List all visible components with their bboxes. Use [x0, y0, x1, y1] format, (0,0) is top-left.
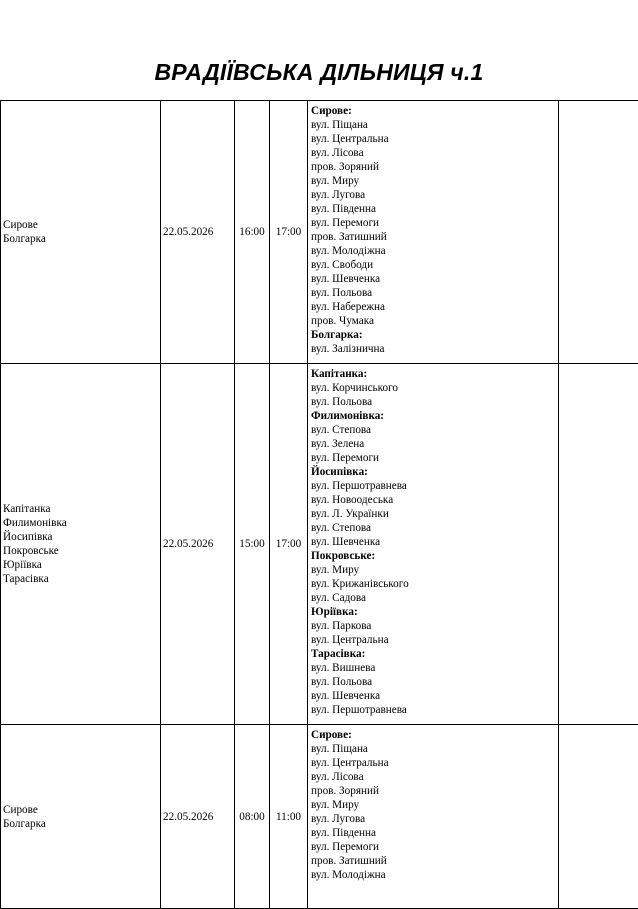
settlements-cell	[1, 101, 161, 364]
settlement-heading: Покровське:	[311, 549, 556, 563]
start-time-cell: 08:00	[235, 725, 270, 909]
settlement-name: Покровське	[3, 544, 158, 558]
street-name: вул. Перемоги	[311, 216, 556, 230]
date-cell: 22.05.2026	[161, 725, 235, 909]
street-name: вул. Лугова	[311, 812, 556, 826]
street-name: вул. Молодіжна	[311, 868, 556, 882]
street-name: пров. Затишний	[311, 230, 556, 244]
street-name: вул. Миру	[311, 798, 556, 812]
street-name: вул. Перемоги	[311, 840, 556, 854]
page-title: ВРАДІЇВСЬКА ДІЛЬНИЦЯ ч.1	[0, 56, 638, 88]
street-name: пров. Зоряний	[311, 160, 556, 174]
end-time-cell: 17:00	[270, 364, 308, 725]
street-name: вул. Молодіжна	[311, 244, 556, 258]
settlement-heading: Капітанка:	[311, 367, 556, 381]
street-name: вул. Першотравнева	[311, 703, 556, 717]
settlement-name: Филимонівка	[3, 516, 158, 530]
settlement-heading: Тарасівка:	[311, 647, 556, 661]
street-name: вул. Миру	[311, 174, 556, 188]
settlement-heading: Филимонівка:	[311, 409, 556, 423]
settlement-name: Юріївка	[3, 558, 158, 572]
settlement-heading: Сирове:	[311, 104, 556, 118]
street-name: вул. Шевченка	[311, 535, 556, 549]
street-name: пров. Зоряний	[311, 784, 556, 798]
street-name: пров. Чумака	[311, 314, 556, 328]
street-name: вул. Піщана	[311, 742, 556, 756]
end-time-cell: 17:00	[270, 101, 308, 364]
street-name: вул. Лісова	[311, 770, 556, 784]
street-name: вул. Залізнична	[311, 342, 556, 356]
end-time-cell: 11:00	[270, 725, 308, 909]
street-name: вул. Шевченка	[311, 689, 556, 703]
settlement-name: Тарасівка	[3, 572, 158, 586]
street-name: вул. Перемоги	[311, 451, 556, 465]
street-name: вул. Миру	[311, 563, 556, 577]
settlement-name: Болгарка	[3, 232, 158, 246]
streets-cell	[308, 364, 559, 725]
settlement-name: Сирове	[3, 218, 158, 232]
street-name: вул. Шевченка	[311, 272, 556, 286]
settlement-heading: Сирове:	[311, 728, 556, 742]
empty-cell	[559, 364, 638, 725]
street-name: вул. Південна	[311, 826, 556, 840]
street-name: вул. Центральна	[311, 633, 556, 647]
street-name: вул. Степова	[311, 423, 556, 437]
street-name: вул. Польова	[311, 286, 556, 300]
settlement-heading: Юріївка:	[311, 605, 556, 619]
street-name: вул. Лісова	[311, 146, 556, 160]
street-name: вул. Польова	[311, 395, 556, 409]
street-name: вул. Корчинського	[311, 381, 556, 395]
start-time-cell: 16:00	[235, 101, 270, 364]
street-name: вул. Паркова	[311, 619, 556, 633]
street-name: вул. Польова	[311, 675, 556, 689]
street-name: вул. Першотравнева	[311, 479, 556, 493]
settlement-name: Капітанка	[3, 502, 158, 516]
start-time-cell: 15:00	[235, 364, 270, 725]
outage-schedule-table	[0, 100, 638, 909]
street-name: вул. Степова	[311, 521, 556, 535]
street-name: вул. Лугова	[311, 188, 556, 202]
date-cell: 22.05.2026	[161, 101, 235, 364]
street-name: вул. Крижанівського	[311, 577, 556, 591]
settlement-name: Болгарка	[3, 817, 158, 831]
street-name: вул. Новоодеська	[311, 493, 556, 507]
settlements-cell	[1, 364, 161, 725]
street-name: вул. Центральна	[311, 132, 556, 146]
street-name: вул. Піщана	[311, 118, 556, 132]
table-row	[1, 364, 638, 725]
street-name: вул. Л. Українки	[311, 507, 556, 521]
date-cell: 22.05.2026	[161, 364, 235, 725]
street-name: вул. Південна	[311, 202, 556, 216]
settlement-name: Сирове	[3, 803, 158, 817]
street-name: вул. Свободи	[311, 258, 556, 272]
street-name: пров. Затишний	[311, 854, 556, 868]
settlement-name: Йосипівка	[3, 530, 158, 544]
street-name: вул. Набережна	[311, 300, 556, 314]
street-name: вул. Садова	[311, 591, 556, 605]
settlement-heading: Йосипівка:	[311, 465, 556, 479]
table-row	[1, 101, 638, 364]
street-name: вул. Зелена	[311, 437, 556, 451]
settlement-heading: Болгарка:	[311, 328, 556, 342]
street-name: вул. Вишнева	[311, 661, 556, 675]
empty-cell	[559, 101, 638, 364]
streets-cell	[308, 101, 559, 364]
street-name: вул. Центральна	[311, 756, 556, 770]
